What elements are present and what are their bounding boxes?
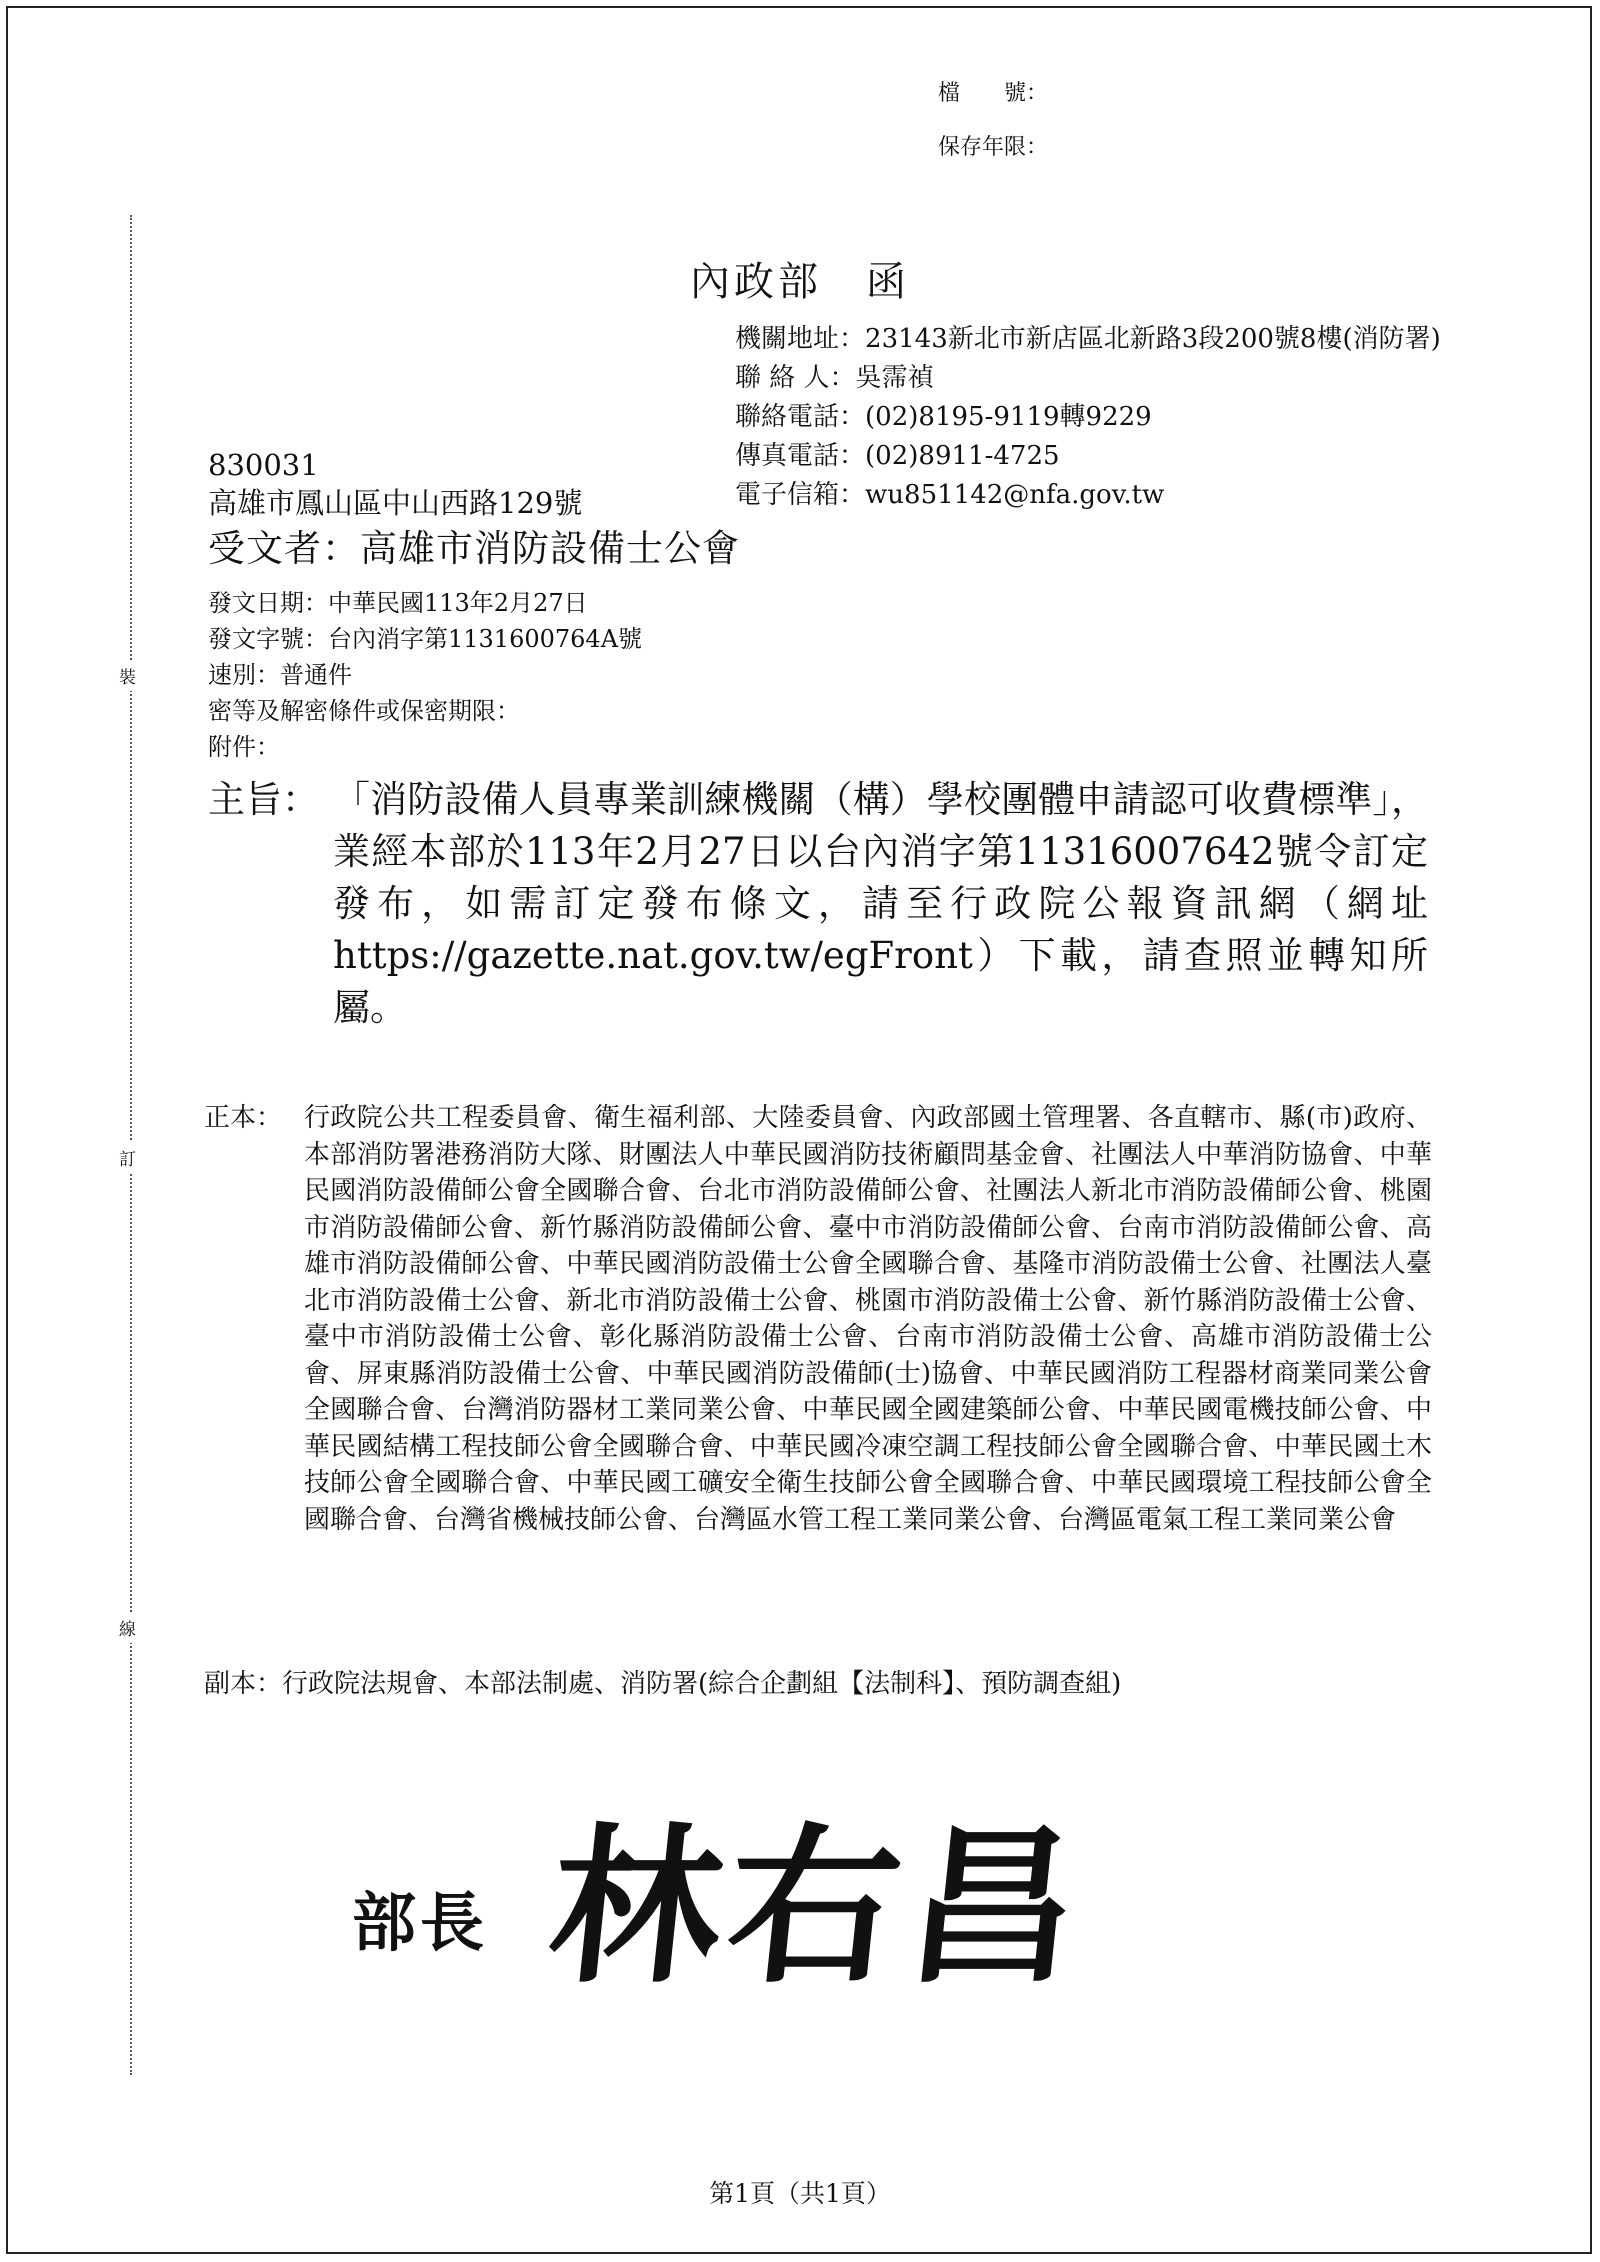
file-number-label: 檔 號： xyxy=(938,81,1049,106)
binding-mark-bind: 裝 xyxy=(119,660,136,691)
recipient-name: 高雄市消防設備士公會 xyxy=(360,527,740,570)
subject-section xyxy=(208,774,1428,1034)
issue-number: 發文字號：台內消字第1131600764A號 xyxy=(208,625,643,653)
issue-date: 發文日期：中華民國113年2月27日 xyxy=(208,589,588,617)
binding-mark-staple: 訂 xyxy=(119,1142,136,1173)
postal-code: 830031 xyxy=(208,448,319,482)
recipient-label: 受文者： xyxy=(208,527,360,570)
signature-name: 林右昌 xyxy=(540,1807,1096,2007)
contact-address: 機關地址：23143新北市新店區北新路3段200號8樓(消防署) xyxy=(735,324,1441,354)
subject-text: 「消防設備人員專業訓練機關（構）學校團體申請認可收費標準」，業經本部於113年2月27日以台內消字第11316007642號令訂定發布，如需訂定發布條文，請至行政院公報資訊網（網址https://gazette.nat.gov.tw/egFront）下載，請查照並轉知所屬。 xyxy=(333,778,1428,1029)
attachments: 附件： xyxy=(208,733,280,761)
binding-mark-line: 線 xyxy=(119,1612,136,1643)
contact-email: 電子信箱：wu851142@nfa.gov.tw xyxy=(735,480,1165,510)
contact-fax: 傳真電話：(02)8911-4725 xyxy=(735,441,1060,471)
recipient-address-block xyxy=(208,446,582,522)
contact-phone: 聯絡電話：(02)8195-9119轉9229 xyxy=(735,402,1152,432)
copies-label: 副本： xyxy=(204,1669,283,1699)
document-title: 內政部 函 xyxy=(690,259,910,305)
subject-label: 主旨： xyxy=(208,778,319,821)
contact-person: 聯 絡 人：吳霈禎 xyxy=(735,363,934,393)
primary-recipients-section xyxy=(204,1100,1432,1538)
signature-title: 部長 xyxy=(352,1886,488,1961)
page-number: 第1頁（共1頁） xyxy=(709,2179,891,2208)
recipient-address: 高雄市鳳山區中山西路129號 xyxy=(208,486,583,520)
retention-period-label: 保存年限： xyxy=(938,135,1049,160)
confidentiality: 密等及解密條件或保密期限： xyxy=(208,697,520,725)
copies-text: 行政院法規會、本部法制處、消防署(綜合企劃組【法制科】、預防調查組) xyxy=(282,1669,1122,1699)
recipient-line xyxy=(208,518,740,572)
primary-recipients-text: 行政院公共工程委員會、衛生福利部、大陸委員會、內政部國土管理署、各直轄市、縣(市)政府、本部消防署港務消防大隊、財團法人中華民國消防技術顧問基金會、社團法人中華消防協會、中華民國消防設備師公會全國聯合會、台北市消防設備師公會、社團法人新北市消防設備師公會、桃園市消防設備師公會、新竹縣消防設備師公會、臺中市消防設備師公會、台南市消防設備師公會、高雄市消防設備師公會、中華民國消防設備士公會全國聯合會、基隆市消防設備士公會、社團法人臺北市消防設備士公會、新北市消防設備士公會、桃園市消防設備士公會、新竹縣消防設備士公會、臺中市消防設備士公會、彰化縣消防設備士公會、台南市消防設備士公會、高雄市消防設備士公會、屏東縣消防設備士公會、中華民國消防設備師(士)協會、中華民國消防工程器材商業同業公會全國聯合會、台灣消防器材工業同業公會、中華民國全國建築師公會、中華民國電機技師公會、中華民國結構工程技師公會全國聯合會、中華民國冷凍空調工程技師公會全國聯合會、中華民國土木技師公會全國聯合會、中華民國工礦安全衛生技師公會全國聯合會、中華民國環境工程技師公會全國聯合會、台灣省機械技師公會、台灣區水管工程工業同業公會、台灣區電氣工程工業同業公會 xyxy=(304,1103,1432,1535)
copies-section xyxy=(204,1666,1121,1702)
primary-recipients-label: 正本： xyxy=(204,1103,283,1133)
document-meta xyxy=(208,585,642,765)
contact-block xyxy=(735,320,1441,515)
urgency: 速別：普通件 xyxy=(208,661,352,689)
